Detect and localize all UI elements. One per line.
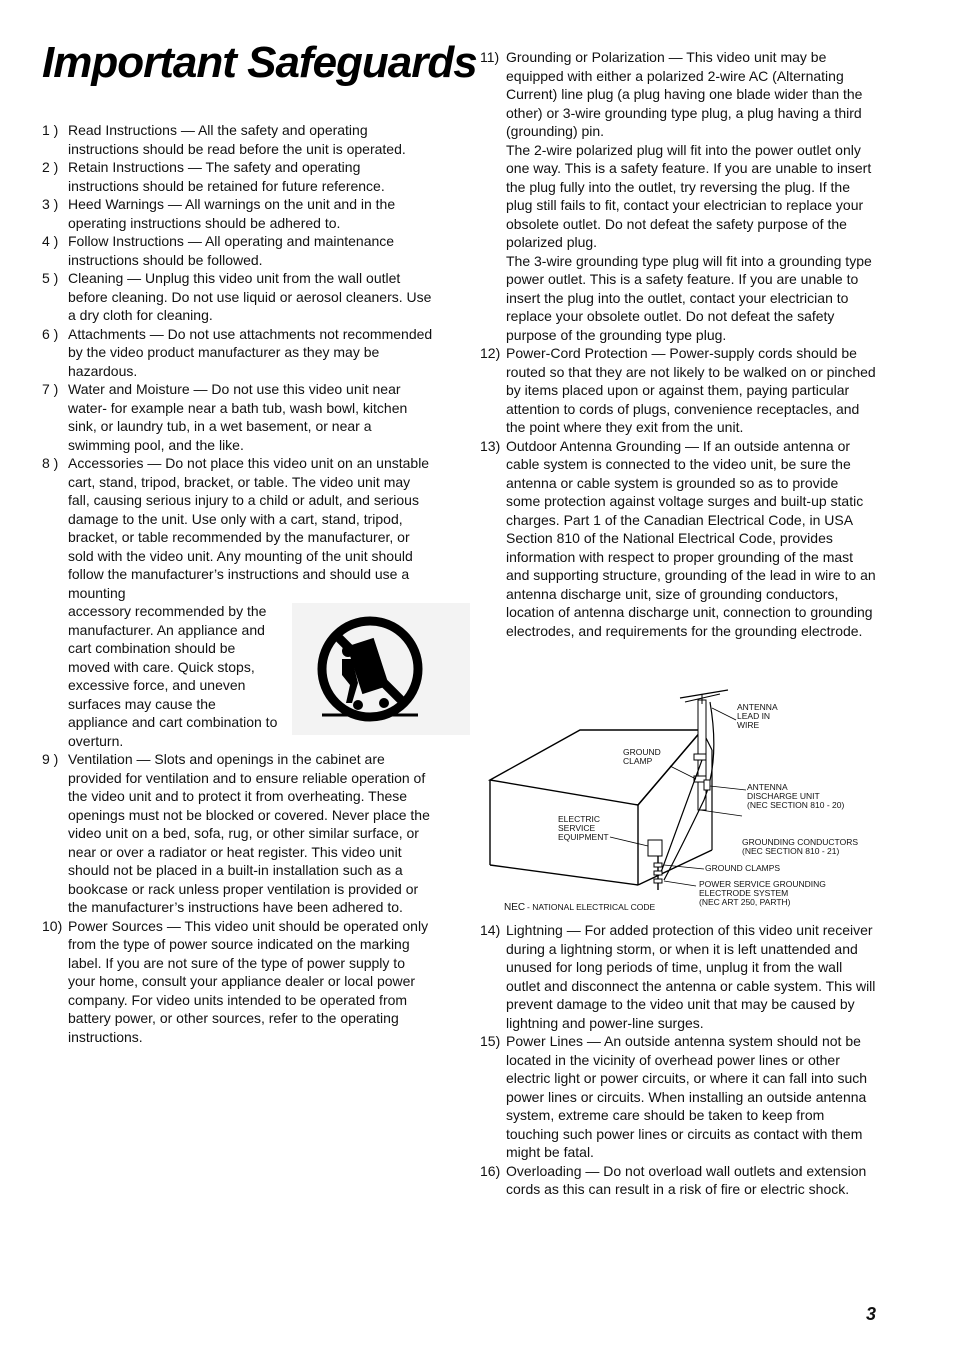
label-antenna-lead-in: LEAD IN: [737, 711, 771, 721]
right-column: [480, 48, 876, 640]
label-electrode-system: POWER SERVICE GROUNDING: [699, 879, 826, 889]
item-text: Attachments — Do not use attachments not recommended by the video product manufacturer as they may be hazardous.: [68, 325, 433, 379]
item-text: The 2-wire polarized plug will fit into the power outlet only one way. This is a safety feature. If you are unable to insert the plug fully into the outlet, try reversing the plug. If the plug still fails to fit, contact your electrician to replace your obsolete outlet. Do not defeat the safety purpose of the polarized plug.: [506, 141, 872, 250]
page-title: Important Safeguards: [42, 38, 477, 87]
label-antenna-lead-in: WIRE: [737, 720, 760, 730]
list-item: [42, 195, 434, 232]
item-text: Follow Instructions — All operating and maintenance instructions should be followed.: [68, 233, 395, 268]
item-text: Power-Cord Protection — Power-supply cords should be routed so that they are not likely to be walked on or pinched by items placed upon or against them, paying particular attention to cords of plugs, convenience receptacles, and the point where they exit from the unit.: [506, 345, 876, 435]
item-number: 12): [480, 345, 501, 361]
nec-label: NEC: [504, 902, 526, 913]
item-text: Water and Moisture — Do not use this video unit near water- for example near a bath tub, wash bowl, kitchen sink, or laundry tub, in a wet basement, or near a swimming pool, and the like.: [68, 381, 408, 453]
page-number: 3: [865, 1304, 876, 1324]
list-item: [42, 121, 434, 158]
item-number: 16): [480, 1162, 501, 1179]
item-number: 2 ): [42, 159, 59, 175]
left-column: [42, 121, 434, 1046]
list-item: [42, 269, 434, 325]
item-number: 4 ): [42, 233, 59, 249]
item-text-continued: accessory recommended by the manufacturer. An appliance and cart combination should be moved with care. Quick stops, excessive force, and uneven surfaces may cause the appliance and cart combination to overturn.: [68, 603, 278, 749]
item-text: The 3-wire grounding type plug will fit into a grounding type power outlet. This is a safety feature. If you are unable to insert the plug into the outlet, contact your electrician to replace your obsolete outlet. Do not defeat the safety purpose of the grounding type plug.: [506, 252, 872, 343]
label-discharge-unit: ANTENNA: [747, 782, 788, 792]
label-grounding-conductors: (NEC SECTION 810 - 21): [742, 846, 840, 856]
item-number: 15): [480, 1033, 501, 1049]
item-number: 11): [480, 49, 500, 65]
label-discharge-unit: DISCHARGE UNIT: [747, 791, 820, 801]
item-number: 8 ): [42, 455, 59, 471]
item-text: Power Lines — An outside antenna system should not be located in the vicinity of overhead power lines or other electric light or power circuits, or where it can fall into such power lines or circuits. When installing an outside antenna system, extreme care should be taken to keep from touching such power lines or circuits as contact with them might be fatal.: [506, 1033, 868, 1160]
item-text: Cleaning — Unplug this video unit from the wall outlet before cleaning. Do not use liquid or aerosol cleaners. Use a dry cloth for cleaning.: [68, 270, 432, 323]
label-ground-clamp: GROUND: [623, 747, 661, 757]
item-text: Accessories — Do not place this video unit on an unstable cart, stand, tripod, bracket, or table. The video unit may fall, causing serious injury to a child or adult, and serious damage to the unit. Use only with a cart, stand, tripod, bracket, or table recommended by the manufacturer, or sold with the video unit. Any mounting of the unit should follow the manufacturer’s instructions and should use a mounting: [68, 455, 430, 601]
list-item: [42, 750, 434, 917]
item-text: Heed Warnings — All warnings on the unit and in the operating instructions should be adhered to.: [68, 196, 396, 231]
item-text: Grounding or Polarization — This video unit may be equipped with either a polarized 2-wire AC (Alternating Current) line plug (a plug having one blade wider than the other) or 3-wire grounding type plug, a plug having a third (grounding) pin.: [506, 49, 863, 139]
list-item: [480, 344, 876, 437]
label-service-equipment: EQUIPMENT: [558, 832, 609, 842]
item-text: Overloading — Do not overload wall outlets and extension cords as this can result in a risk of fire or electric shock.: [506, 1162, 867, 1197]
label-electrode-system: (NEC ART 250, PARTH): [699, 897, 791, 907]
list-item: [42, 232, 434, 269]
nec-caption: - NATIONAL ELECTRICAL CODE: [527, 902, 656, 912]
list-item: [480, 1032, 876, 1162]
item-number: 13): [480, 437, 501, 454]
item-number: 9 ): [42, 751, 59, 767]
item-text: Outdoor Antenna Grounding — If an outside antenna or cable system is connected to the video unit, be sure the antenna or cable system is grounded so as to provide some protection against voltage surges and built-up static charges. Part 1 of the Canadian Electrical Code, in USA Section 810 of the National Electrical Code, provides information with respect to proper grounding of the mast and supporting structure, grounding of the lead in wire to an antenna discharge unit, size of grounding conductors, location of antenna discharge unit, connection to grounding electrodes, and requirements for the grounding electrode.: [506, 437, 876, 639]
item-number: 3 ): [42, 196, 59, 212]
label-service-equipment: SERVICE: [558, 823, 596, 833]
item-text: Power Sources — This video unit should be operated only from the type of power source indicated on the marking label. If you are not sure of the type of power supply to your home, consult your appliance dealer or local power company. For video units intended to be operated from battery power, or other sources, refer to the operating instructions.: [68, 917, 429, 1045]
list-item: [480, 921, 876, 1032]
list-item: [42, 325, 434, 381]
item-number: 5 ): [42, 270, 59, 286]
label-ground-clamp: CLAMP: [623, 756, 653, 766]
list-item: [42, 917, 434, 1047]
item-number: 10): [42, 917, 63, 934]
label-antenna-lead-in: ANTENNA: [737, 702, 778, 712]
list-item: [42, 158, 434, 195]
item-number: 7 ): [42, 381, 59, 397]
label-electrode-system: ELECTRODE SYSTEM: [699, 888, 789, 898]
list-item: [42, 380, 434, 454]
right-column-lower: [480, 921, 876, 1199]
label-ground-clamps: GROUND CLAMPS: [705, 863, 781, 873]
list-item: [480, 437, 876, 641]
item-text: Ventilation — Slots and openings in the cabinet are provided for ventilation and to ensure reliable operation of the video unit and to protect it from overheating. These openings must not be blocked or covered. Never place the video unit on a bed, sofa, rug, or other similar surface, or near or over a radiator or heat register. This video unit should not be placed in a built-in installation such as a bookcase or rack unless proper ventilation is provided or the manufacturer’s instructions have been adhered to.: [68, 751, 430, 915]
item-number: 14): [480, 922, 501, 938]
item-text: Read Instructions — All the safety and operating instructions should be read before the unit is operated.: [68, 122, 406, 157]
antenna-grounding-diagram: [480, 680, 880, 915]
cart-warning-icon: [292, 603, 470, 735]
label-discharge-unit: (NEC SECTION 810 - 20): [747, 800, 845, 810]
item-number: 6 ): [42, 325, 59, 342]
list-item-grounding: [480, 48, 876, 344]
item-number: 1 ): [42, 122, 59, 138]
item-text: Retain Instructions — The safety and operating instructions should be retained for future reference.: [68, 159, 385, 194]
label-grounding-conductors: GROUNDING CONDUCTORS: [742, 837, 859, 847]
label-service-equipment: ELECTRIC: [558, 814, 601, 824]
list-item: [480, 1162, 876, 1199]
item-text: Lightning — For added protection of this video unit receiver during a lightning storm, or when it is left unattended and unused for long periods of time, unplug it from the wall outlet and disconnect the antenna or cable system. This will prevent damage to the video unit that may be caused by lightning and power-line surges.: [506, 922, 876, 1031]
